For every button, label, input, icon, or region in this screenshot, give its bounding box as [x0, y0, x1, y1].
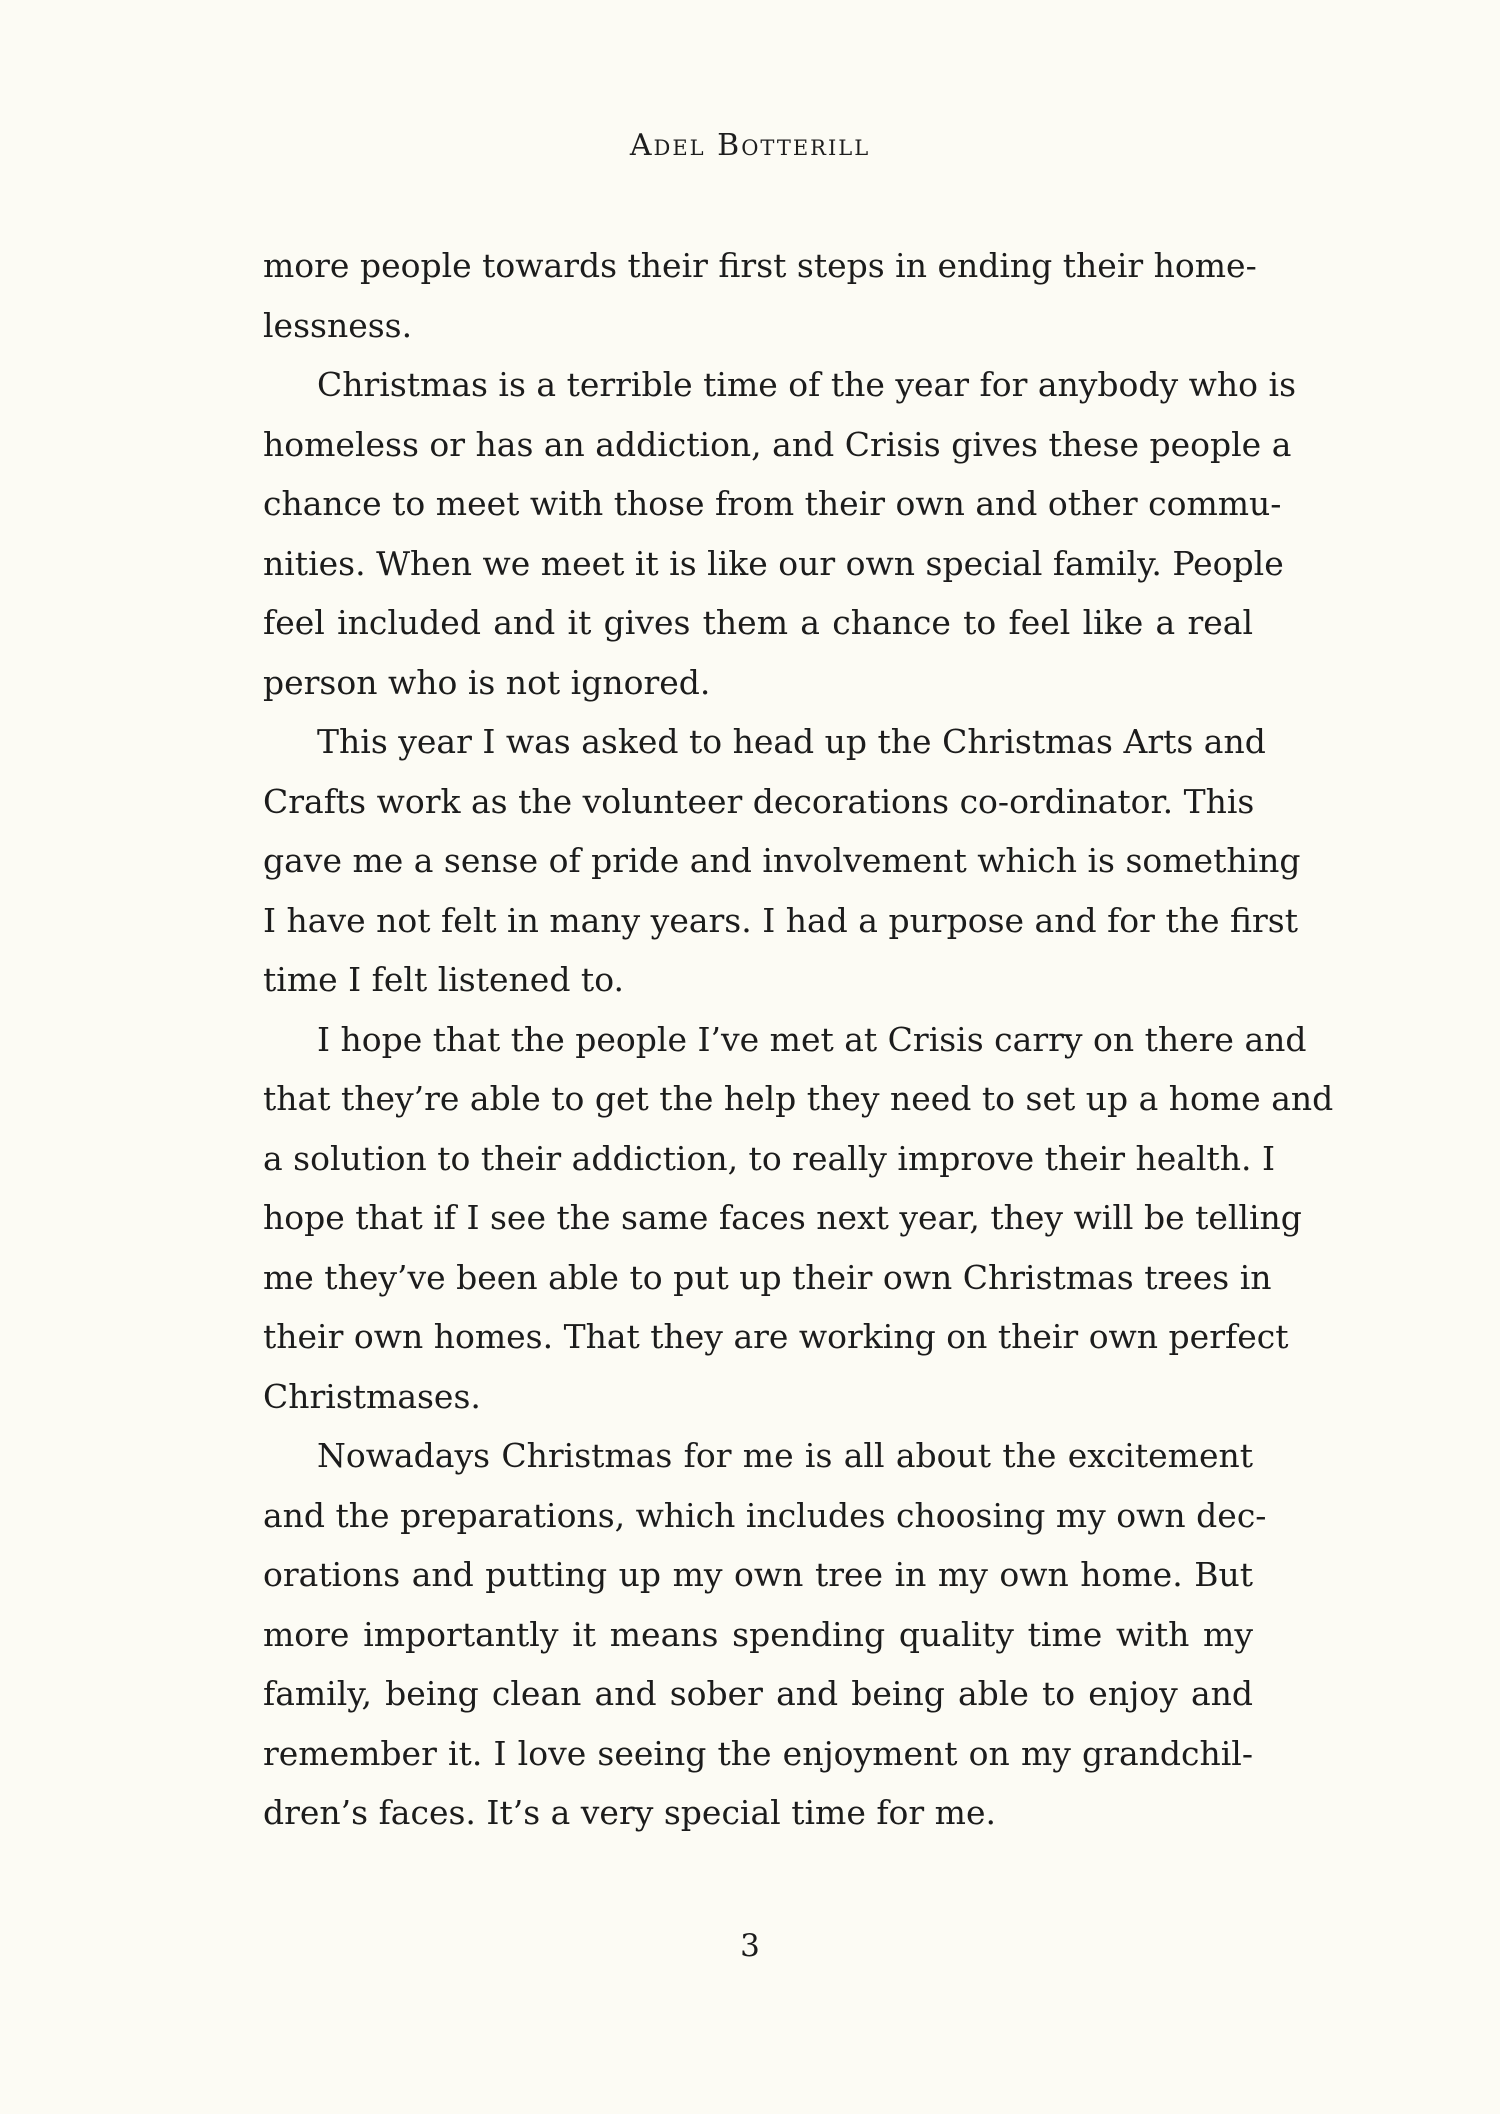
- text-line: dren’s faces. It’s a very special time for me.: [263, 1793, 996, 1832]
- text-line: and the preparations, which includes choosing my own dec-: [263, 1495, 1267, 1535]
- paragraph-2: [263, 355, 1297, 712]
- paragraph-1: [263, 236, 1257, 355]
- text-line: Christmases.: [263, 1376, 481, 1416]
- text-line: that they’re able to get the help they need to set up a home and: [263, 1079, 1334, 1118]
- text-line: I have not felt in many years. I had a purpose and for the first: [263, 900, 1298, 940]
- running-head: Adel Botterill: [629, 128, 871, 163]
- text-line: more people towards their first steps in ending their home-: [263, 246, 1257, 285]
- text-line: more importantly it means spending quality time with my: [263, 1614, 1253, 1654]
- text-line: hope that if I see the same faces next year, they will be telling: [263, 1198, 1302, 1237]
- text-line: orations and putting up my own tree in my own home. But: [263, 1555, 1253, 1594]
- text-line: lessness.: [263, 305, 413, 345]
- text-line: homeless or has an addiction, and Crisis gives these people a: [263, 424, 1292, 464]
- text-line: feel included and it gives them a chance to feel like a real: [263, 603, 1253, 642]
- text-line: me they’ve been able to put up their own Christmas trees in: [263, 1257, 1272, 1297]
- text-line: nities. When we meet it is like our own special family. People: [263, 543, 1284, 583]
- text-line: Christmas is a terrible time of the year for anybody who is: [317, 365, 1297, 404]
- text-line: family, being clean and sober and being able to enjoy and: [263, 1674, 1253, 1713]
- page-number: 3: [740, 1928, 760, 1964]
- paragraph-5: [263, 1426, 1267, 1843]
- text-line: Nowadays Christmas for me is all about the excitement: [317, 1436, 1253, 1475]
- body-text: [263, 236, 1334, 1843]
- text-line: a solution to their addiction, to really improve their health. I: [263, 1138, 1276, 1178]
- text-line: remember it. I love seeing the enjoyment on my grandchil-: [263, 1733, 1253, 1773]
- text-line: person who is not ignored.: [263, 662, 711, 702]
- text-line: chance to meet with those from their own and other commu-: [263, 484, 1282, 523]
- text-line: their own homes. That they are working on their own perfect: [263, 1317, 1289, 1356]
- text-line: Crafts work as the volunteer decorations co-ordinator. This: [263, 781, 1255, 821]
- paragraph-3: [263, 712, 1301, 1010]
- paragraph-4: [263, 1010, 1334, 1427]
- text-line: I hope that the people I’ve met at Crisis carry on there and: [317, 1019, 1307, 1059]
- text-line: gave me a sense of pride and involvement which is something: [263, 841, 1301, 880]
- text-line: This year I was asked to head up the Christmas Arts and: [317, 722, 1266, 761]
- text-line: time I felt listened to.: [263, 960, 624, 999]
